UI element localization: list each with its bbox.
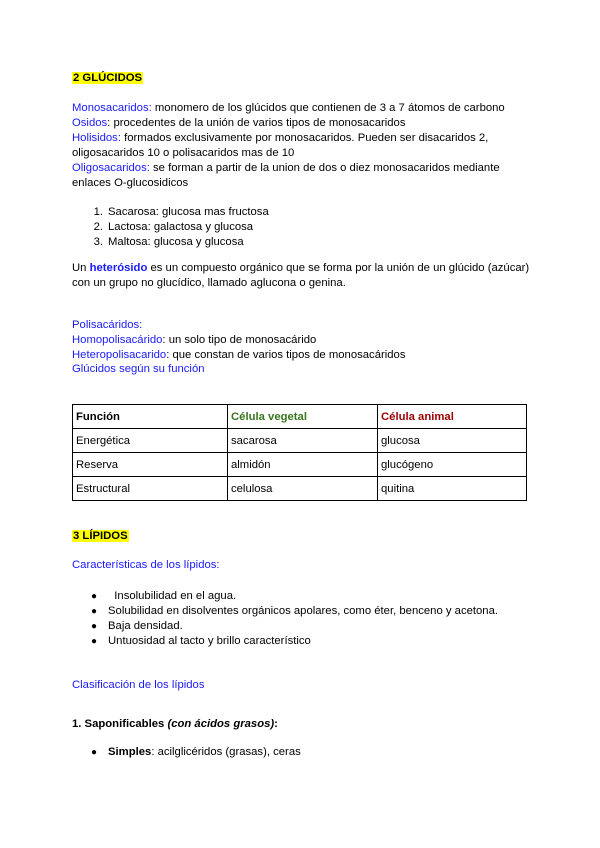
table-cell: Estructural [73,477,228,501]
heteropolisacarido-term: Heteropolisacarido [72,349,167,361]
definition-text: enlaces O-glucosidicos [72,177,189,189]
heterosido-text: es un compuesto orgánico que se forma por la unión de un glúcido (azúcar) [147,262,530,274]
definition-text: formados exclusivamente por monosacaridos. Pueden ser disacaridos 2, [120,132,489,144]
table-row [73,477,527,501]
definition-oligosacaridos-cont [72,176,188,191]
definition-text: : procedentes de la unión de varios tipos de monosacaridos [107,117,406,129]
list-item-text: Maltosa: glucosa y glucosa [108,236,244,248]
disaccharide-list [93,205,269,250]
homopolisacarido-text: : un solo tipo de monosacárido [162,334,317,346]
heterosido-paragraph-line2 [72,276,346,291]
definition-term: Oligosacaridos: [72,162,150,174]
characteristics-title: Características de los lípidos: [72,559,220,571]
simples-term: Simples [108,746,152,758]
classification-title: Clasificación de los lípidos [72,679,205,691]
list-number: 3. [93,236,103,248]
saponificables-list [91,745,301,760]
table-cell: Energética [73,429,228,453]
heterosido-text-cont: con un grupo no glucídico, llamado aglucona o genina. [72,277,346,289]
homopolisacarido-line [72,333,316,348]
definition-text: oligosacaridos 10 o polisacaridos mas de 10 [72,147,295,159]
section-heading-glucidos [72,72,143,84]
table-cell: glucógeno [378,453,527,477]
section-heading-lipidos [72,530,129,542]
table-row [73,429,527,453]
list-item-text: Insolubilidad en el agua. [108,590,237,602]
definition-text: monomero de los glúcidos que contienen de 3 a 7 átomos de carbono [151,102,505,114]
table-cell: glucosa [378,429,527,453]
definition-term: Holisidos: [72,132,121,144]
list-item [91,619,498,634]
list-item [93,220,269,235]
heteropolisacarido-text: : que constan de varios tipos de monosacáridos [166,349,406,361]
table-header-funcion: Función [73,405,228,429]
table-header-animal: Célula animal [378,405,527,429]
bullet-icon: ● [91,591,98,602]
saponificables-heading [72,717,278,732]
definition-holisidos [72,131,488,146]
saponificables-note: (con ácidos grasos) [167,718,275,730]
list-item [91,745,301,760]
table-cell: Reserva [73,453,228,477]
table-row [73,453,527,477]
table-cell: sacarosa [228,429,378,453]
definition-term: Monosacaridos: [72,102,152,114]
list-item-text: Solubilidad en disolventes orgánicos apolares, como éter, benceno y acetona. [108,605,498,617]
definition-holisidos-cont [72,146,294,161]
list-item-text: Baja densidad. [108,620,183,632]
definition-term: Osidos [72,117,108,129]
bullet-icon: ● [91,636,98,647]
definition-text: se forman a partir de la union de dos o diez monosacaridos mediante [149,162,500,174]
heading-highlight: 2 GLÚCIDOS [73,72,143,84]
table-cell: quitina [378,477,527,501]
list-item [91,589,498,604]
polisacaridos-title: Polisacáridos: [72,319,143,331]
bullet-icon: ● [91,606,98,617]
list-item-text: Untuosidad al tacto y brillo característico [108,635,311,647]
homopolisacarido-term: Homopolisacárido [72,334,163,346]
saponificables-label: 1. Saponificables [72,718,168,730]
table-cell: almidón [228,453,378,477]
saponificables-colon: : [274,718,278,730]
heterosido-paragraph-line1 [72,261,529,276]
heading-highlight: 3 LÍPIDOS [73,530,128,542]
definition-osidos [72,116,405,131]
function-title: Glúcidos según su función [72,363,205,375]
list-item-text: Lactosa: galactosa y glucosa [108,221,254,233]
characteristics-list [91,589,498,649]
definition-monosacaridos [72,101,505,116]
simples-text: : acilglicéridos (grasas), ceras [151,746,301,758]
list-item [93,205,269,220]
list-item [91,604,498,619]
list-item [91,634,498,649]
heterosido-term: heterósido [89,262,148,274]
bullet-icon: ● [91,621,98,632]
definition-oligosacaridos [72,161,500,176]
table-cell: celulosa [228,477,378,501]
bullet-icon: ● [91,747,98,758]
list-item [93,235,269,250]
heteropolisacarido-line [72,348,405,363]
function-table [72,404,527,501]
table-header-row [73,405,527,429]
heterosido-prefix: Un [72,262,90,274]
list-number: 1. [93,206,103,218]
table-header-vegetal: Célula vegetal [228,405,378,429]
list-number: 2. [93,221,103,233]
list-item-text: Sacarosa: glucosa mas fructosa [108,206,269,218]
